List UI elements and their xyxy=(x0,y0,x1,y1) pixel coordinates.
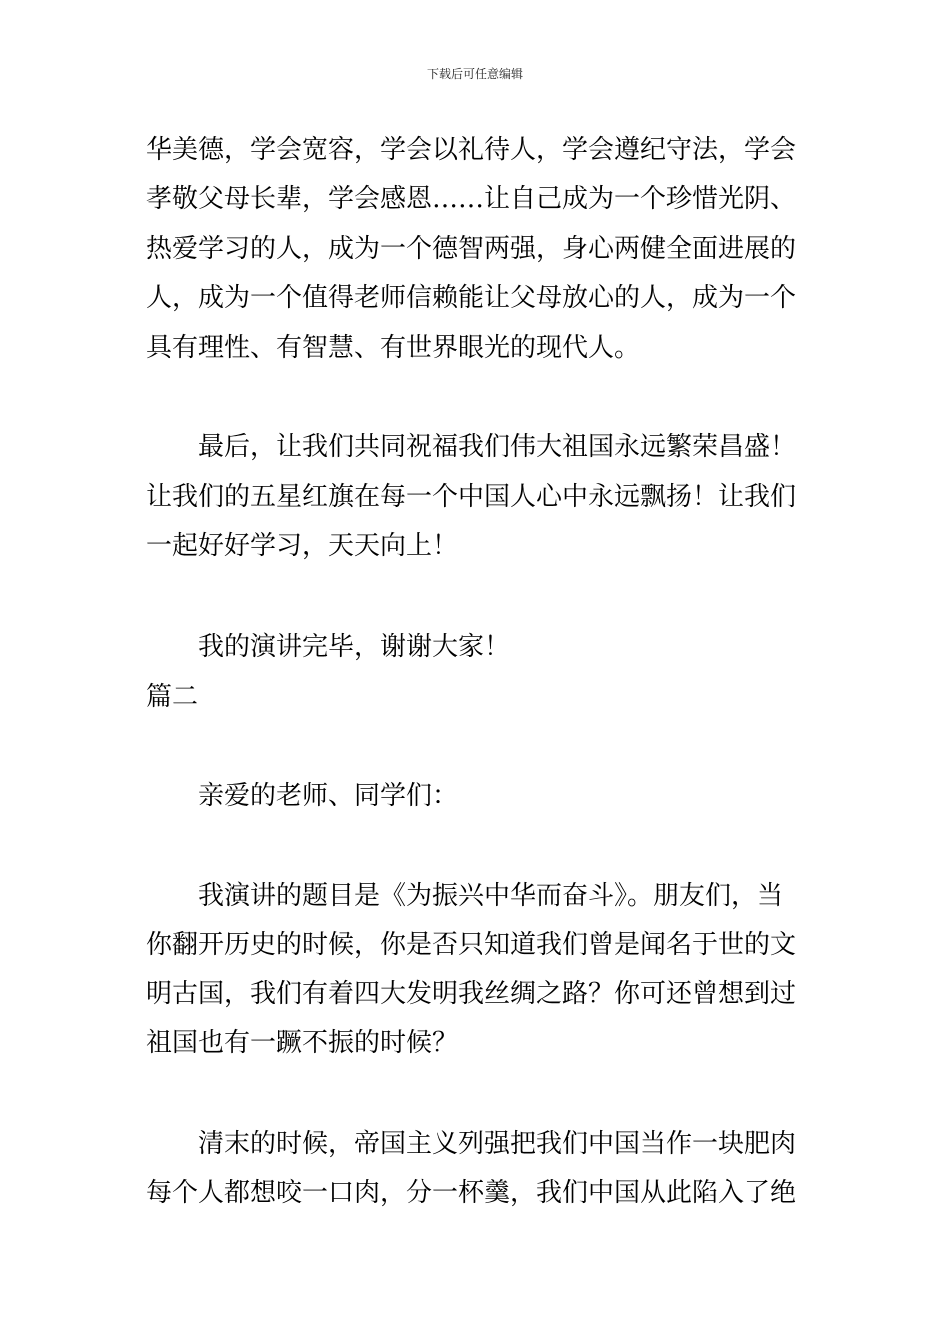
text-line: 祖国也有一蹶不振的时候？ xyxy=(146,1028,459,1058)
text-line: 一起好好学习，天天向上！ xyxy=(146,531,459,561)
text-line: 热爱学习的人，成为一个德智两强，身心两健全面进展的 xyxy=(146,234,797,264)
text-line: 最后，让我们共同祝福我们伟大祖国永远繁荣昌盛！ xyxy=(198,432,797,462)
text-line: 我的演讲完毕，谢谢大家！ xyxy=(198,632,511,662)
text-line: 每个人都想咬一口肉，分一杯羹，我们中国从此陷入了绝 xyxy=(146,1178,797,1208)
text-line: 我演讲的题目是《为振兴中华而奋斗》。朋友们，当 xyxy=(198,881,784,911)
text-line: 具有理性、有智慧、有世界眼光的现代人。 xyxy=(146,333,641,363)
text-line: 让我们的五星红旗在每一个中国人心中永远飘扬！让我们 xyxy=(146,482,797,512)
section-title: 篇二 xyxy=(146,682,199,712)
text-line: 明古国，我们有着四大发明我丝绸之路？你可还曾想到过 xyxy=(146,979,797,1009)
salutation: 亲爱的老师、同学们： xyxy=(198,781,459,811)
text-line: 人，成为一个值得老师信赖能让父母放心的人，成为一个 xyxy=(146,283,797,313)
text-line: 你翻开历史的时候，你是否只知道我们曾是闻名于世的文 xyxy=(146,930,797,960)
text-line: 清末的时候，帝国主义列强把我们中国当作一块肥肉 xyxy=(198,1129,797,1159)
text-line: 孝敬父母长辈，学会感恩……让自己成为一个珍惜光阴、 xyxy=(146,184,797,214)
page-header: 下载后可任意编辑 xyxy=(426,67,523,81)
text-line: 华美德，学会宽容，学会以礼待人，学会遵纪守法，学会 xyxy=(146,135,797,165)
